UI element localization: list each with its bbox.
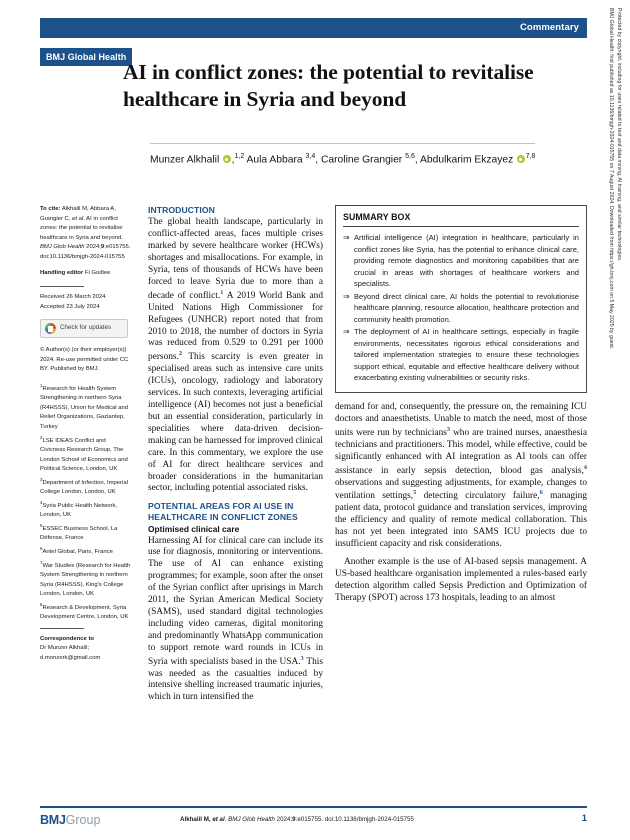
affiliation-number: 2 — [40, 434, 43, 440]
affiliation-number: 3 — [40, 476, 43, 482]
affiliation-text: War Studies (Research for Health System Strengthening in northern Syria (R4HSSS), King's College London, London, UK — [40, 562, 131, 598]
affiliation-item — [40, 522, 132, 544]
correspondence-block — [40, 635, 132, 664]
rights-notice-strip — [604, 0, 630, 840]
author-affiliation-marker: 3,4 — [305, 153, 316, 160]
orcid-icon[interactable] — [223, 155, 231, 163]
rights-notice-line-2: Protected by copyright, including for uses related to text and data mining, AI training, and similar technologies. — [616, 8, 622, 262]
received-date: Received 26 March 2024 — [40, 293, 106, 300]
affiliation-item — [40, 476, 132, 498]
affiliation-text: LSE IDEAS Conflict and Civicness Research Group, The London School of Economics and Political Science, London, UK — [40, 437, 128, 473]
arrow-right-icon: ⇒ — [343, 327, 350, 337]
summary-box-title: SUMMARY BOX — [343, 212, 411, 222]
clinical-text-f: managing patient data, protocol guidance and translation services, improving the efficiency and quality of remote medical collaboration. This has not yet been integrated into SAMS ICU projects due to insufficient capacity and risk considerations. — [335, 491, 587, 550]
citation-ref-6[interactable]: 5 — [413, 489, 417, 497]
author-affiliation-marker: 1,2 — [234, 153, 245, 160]
affiliation-number: 4 — [40, 499, 43, 505]
sidebar-divider-1 — [40, 286, 84, 287]
affiliation-item — [40, 559, 132, 600]
footer-citation — [180, 816, 414, 823]
summary-box-item-text: The deployment of AI in healthcare settings, especially in fragile environments, necessitates rigorous ethical considerations and tailored implementation strategies to ensure these technologies support ethical, equitable and effective healthcare delivery without exacerbating existing vulnerabilities or security risks. — [354, 327, 579, 383]
affiliation-item — [40, 434, 132, 475]
to-cite-text-3: 2024; — [84, 244, 101, 251]
bmj-logo-text: BMJ — [40, 813, 66, 827]
to-cite-journal: BMJ Glob Health — [40, 244, 85, 251]
clinical-text-e: detecting circulatory failure, — [416, 491, 540, 502]
intro-text-b: A 2019 World Bank and United Nations High Commissioner for Refugees (UNHCR) report noted that from 2010 to 2018, the number of doctors in Syria was reduced from 0.529 to 0.291 per 1000 persons. — [148, 290, 323, 363]
affiliation-item — [40, 382, 132, 433]
summary-box-item — [343, 326, 579, 384]
introduction-paragraph — [148, 217, 323, 495]
author-name[interactable]: Aula Abbara — [246, 154, 306, 166]
sidebar-divider-2 — [40, 628, 84, 629]
clinical-care-paragraph-part2 — [335, 402, 587, 551]
author-affiliation-marker: 5,6 — [405, 153, 415, 160]
rights-notice-line-1: BMJ Global Health: first published as 10.1136/bmjgh-2024-015755 on 7 August 2024. Downloaded from https://gh.bmj.com on 5 May 2025 by guest. — [608, 8, 614, 350]
handling-editor-label: Handling editor — [40, 270, 84, 277]
affiliation-item — [40, 545, 132, 558]
subsection-heading-optimised-clinical-care: Optimised clinical care — [148, 524, 240, 534]
citation-ref-1[interactable]: 1 — [220, 288, 224, 296]
summary-box-divider — [343, 226, 579, 227]
citation-ref-2[interactable]: 2 — [178, 350, 183, 358]
bmj-group-text: Group — [65, 813, 101, 827]
copyright-statement: © Author(s) (or their employer(s)) 2024. Re-use permitted under CC BY. Published by BMJ. — [40, 347, 129, 373]
affiliation-list — [40, 382, 132, 623]
handling-editor-name: Fi Godlee — [83, 270, 111, 277]
orcid-icon[interactable] — [517, 155, 525, 163]
to-cite-label: To cite: — [40, 206, 61, 212]
correspondence-name: Dr Munzer Alkhalil; — [40, 645, 90, 652]
affiliation-text: Research for Health System Strengthening in northern Syria (R4HSSS), Union for Medical and Relief Organizations, Gaziantep, Turkey — [40, 385, 129, 430]
author-name[interactable]: Caroline Grangier — [320, 154, 406, 166]
to-cite-block — [40, 205, 132, 262]
citation-ref-4[interactable]: 3 — [446, 425, 451, 433]
affiliation-text: ESSEC Business School, La Défense, France — [40, 525, 118, 542]
article-title: AI in conflict zones: the potential to revitalise healthcare in Syria and beyond — [123, 60, 534, 112]
article-type-banner — [40, 18, 587, 38]
bmj-group-logo — [40, 813, 100, 827]
affiliation-number: 7 — [40, 559, 43, 565]
clinical-text-b-mid: This was needed as the casualties induced by intensive shelling increased traumatic injuries, which in turn intensified the — [148, 656, 323, 703]
journal-logo-badge: BMJ Global Health — [40, 48, 132, 66]
correspondence-label: Correspondence to — [40, 635, 95, 642]
clinical-text-d: observations and suggesting adjustments, for example, changes to ventilation settings, — [335, 477, 587, 502]
citation-ref-3[interactable]: 3 — [300, 654, 304, 662]
footer-citation-doi: :e015755. doi:10.1136/bmjgh-2024-015755 — [295, 816, 414, 823]
summary-box — [335, 205, 587, 393]
accepted-date: Accepted 23 July 2024 — [40, 303, 100, 310]
summary-box-item-text: Beyond direct clinical care, AI holds the potential to revolutionise healthcare planning, resource allocation, healthcare protection and community health promotion. — [354, 291, 579, 324]
summary-box-item-text: Artificial intelligence (AI) integration in healthcare, particularly in conflict zones like Syria, has the potential to enhance clinical care, providing remote diagnostics and monitoring capabilities that are crucial in areas with shortages of healthcare workers and specialists. — [354, 233, 579, 289]
author-divider — [150, 143, 535, 144]
footer-citation-etal: et al — [212, 816, 225, 823]
clinical-text-b-tail: demand for and, consequently, the pressure on, the remaining ICU doctors and anaesthetists. Unable to match the need, most of those units were run by technicians — [335, 401, 587, 438]
affiliation-number: 5 — [40, 522, 43, 528]
to-cite-text-2: . AI in conflict zones: the potential to revitalise healthcare in Syria and beyond. — [40, 215, 123, 241]
article-body — [40, 205, 587, 793]
column-middle — [148, 205, 323, 710]
summary-box-item — [343, 232, 579, 290]
author-affiliation-marker: 7,8 — [525, 153, 536, 160]
summary-box-list — [343, 232, 579, 384]
affiliation-item — [40, 499, 132, 521]
received-accepted-block — [40, 293, 132, 312]
clinical-text-c: who are trained nurses, anaesthesia technicians and practitioners. This model, while effective, could be significantly enhanced with AI integration as AI tools can offer assistance in early sepsis detection, blood gas analysis, — [335, 427, 588, 476]
check-for-updates-label: Check for updates — [60, 324, 112, 332]
to-cite-etal: et al — [72, 215, 84, 222]
to-cite-text-1: Alkhalil M, Abbara A, Grangier C, — [40, 206, 116, 222]
check-for-updates-button[interactable] — [40, 319, 128, 338]
column-right — [335, 205, 587, 611]
footer-citation-year: 2024; — [274, 816, 293, 823]
affiliation-number: 8 — [40, 601, 43, 607]
page-footer — [40, 811, 587, 831]
affiliation-text: Antel Global, Paris, France — [42, 549, 113, 555]
footer-citation-authors: Alkhalil M, — [180, 816, 213, 823]
footer-citation-volume: 9 — [292, 816, 296, 823]
arrow-right-icon: ⇒ — [343, 291, 350, 301]
sepsis-management-paragraph: Another example is the use of AI-based sepsis management. A US-based healthcare organisation implemented a rules-based early detection algorithm called Sepsis Prediction and Optimization of Therapy (SPOT) across 173 hospitals, leading to an almost — [335, 557, 587, 603]
author-name[interactable]: Munzer Alkhalil — [150, 154, 223, 166]
article-type-label: Commentary — [519, 22, 579, 33]
author-name[interactable]: Abdulkarim Ekzayez — [420, 154, 517, 166]
section-heading-introduction: INTRODUCTION — [148, 205, 215, 215]
citation-ref-7[interactable]: 6 — [539, 489, 543, 497]
footer-divider — [40, 806, 587, 808]
intro-text-c: This scarcity is even greater in specialised areas such as intensive care units (ICUs), oncology, radiology and laboratory services. In such contexts, leveraging artificial intelligence (AI) becomes not just a beneficial but an essential consideration, particularly in specialities where data-driven decision-making can be harnessed for improved clinical care. In this commentary, we explore the use of AI for direct healthcare services and broader considerations in the humanitarian sector, including potential associated risks. — [148, 352, 323, 494]
crossmark-icon — [45, 323, 56, 334]
author-list: Munzer Alkhalil ,$^{1,2}$ Aula Abbara $^{3,4}$, Caroline Grangier $^{5,6}$, Abdulkarim Ekzayez $^{7,8}$ — [150, 153, 536, 166]
summary-box-item — [343, 291, 579, 326]
correspondence-email[interactable]: d.monzerk@gmail.com — [40, 655, 101, 661]
metadata-sidebar — [40, 205, 132, 671]
affiliation-text: Syria Public Health Network, London, UK — [40, 502, 118, 519]
arrow-right-icon: ⇒ — [343, 233, 350, 242]
to-cite-volume: 9 — [100, 244, 105, 251]
clinical-text-a: Harnessing AI for clinical care can include its use for diagnosis, monitoring or interventions. The use of AI can enhance existing programmes; for example, soon after the onset of the Syrian conflict after uprisings in March 2011, the Syrian American Medical Society (SAMS), used standard digital technologies including video cameras, digital monitoring and predominantly WhatsApp communication to support remote ward rounds in ICUs in Syria with specialists based in the USA. — [148, 535, 323, 667]
affiliation-item — [40, 601, 132, 623]
affiliation-text: Research & Development, Syria Development Centre, London, UK — [40, 604, 129, 621]
section-heading-potential-areas: POTENTIAL AREAS FOR AI USE IN HEALTHCARE IN CONFLICT ZONES — [148, 501, 298, 522]
page-number: 1 — [581, 813, 587, 824]
citation-ref-5[interactable]: 4 — [583, 463, 587, 471]
affiliation-text: Department of Infection, Imperial College London, London, UK — [40, 479, 128, 496]
footer-citation-sep: . — [224, 816, 229, 823]
clinical-care-paragraph-part1 — [148, 536, 323, 705]
footer-citation-journal: BMJ Glob Health — [228, 816, 275, 823]
affiliation-number: 6 — [40, 546, 43, 552]
intro-text-a: The global health landscape, particularly in conflict-affected areas, faces multiple crises marked by severe healthcare worker (HCWs) shortages and misallocations. For example, in Syria, tens of thousands of HCWs have been forced to leave Syria due to more than a decade of conflict. — [148, 217, 323, 301]
affiliation-number: 1 — [40, 382, 43, 388]
handling-editor-block — [40, 269, 132, 279]
to-cite-text-4: :e015755. doi:10.1136/bmjgh-2024-015755 — [40, 244, 131, 260]
